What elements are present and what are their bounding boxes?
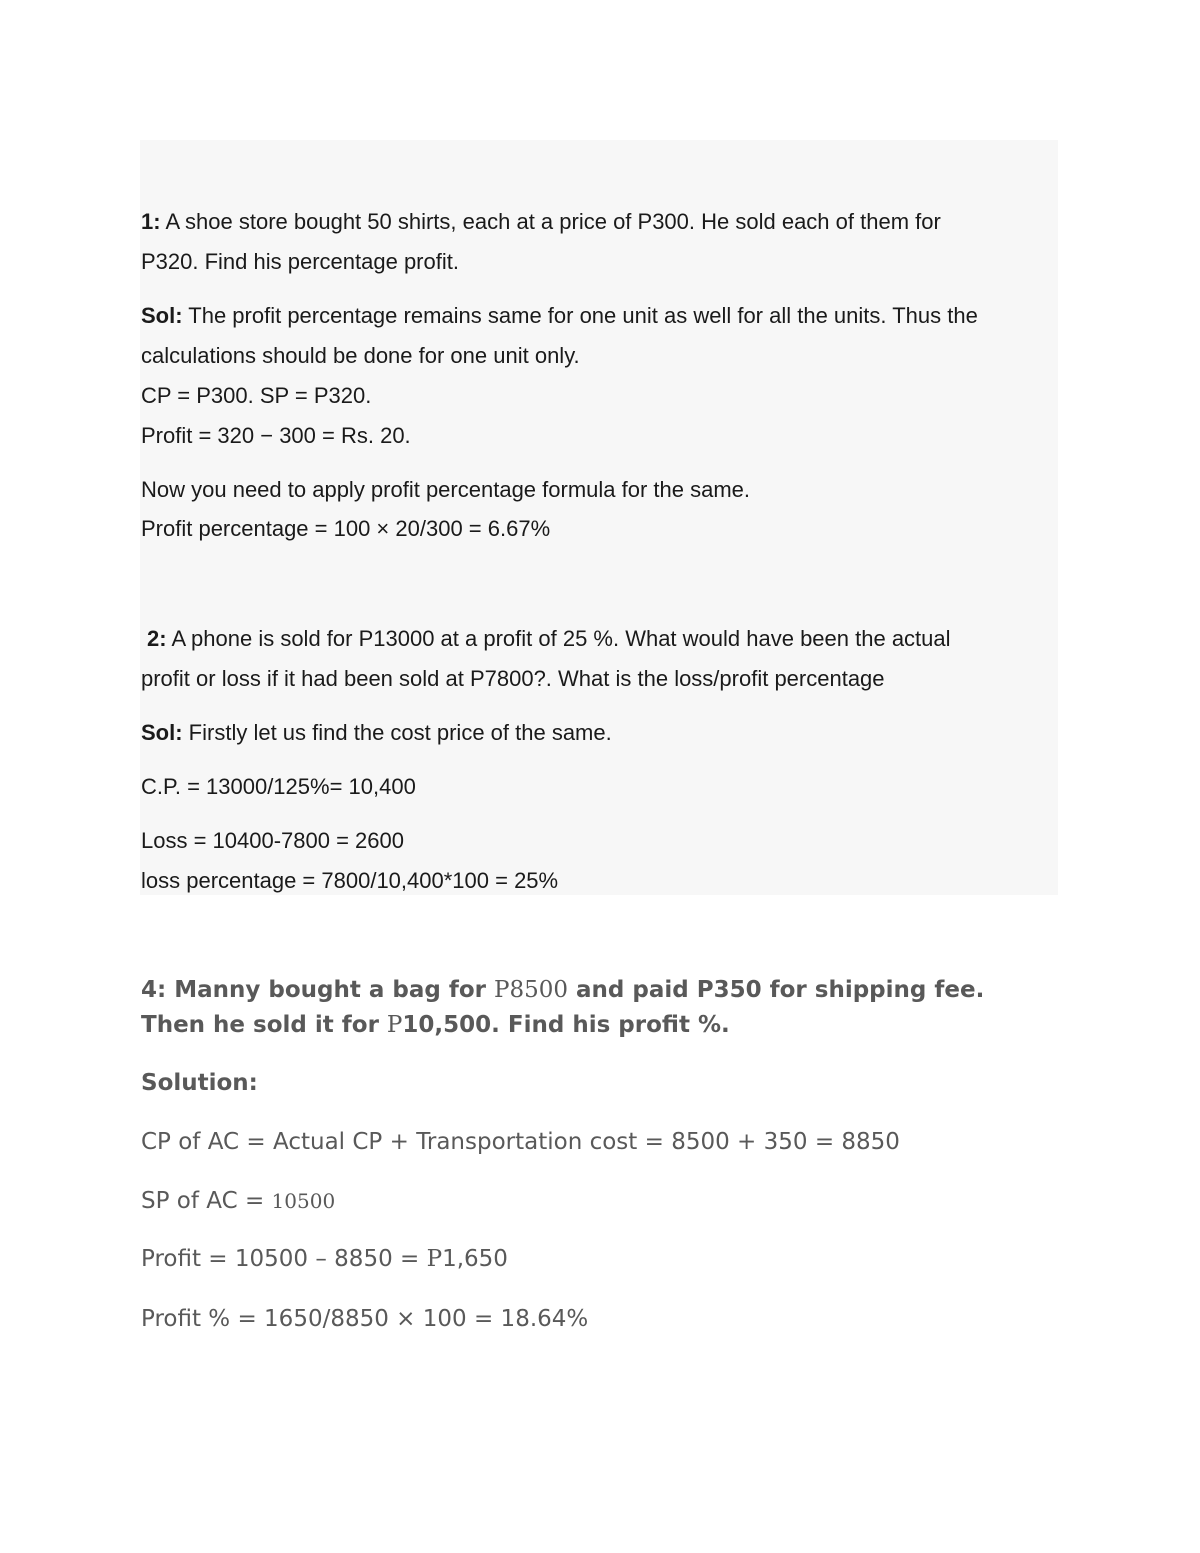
problem4-sp-line: SP of AC = 10500 bbox=[141, 1188, 336, 1214]
problem2-loss-percentage: loss percentage = 7800/10,400*100 = 25% bbox=[141, 868, 559, 893]
problem2-sol-label: Sol: bbox=[141, 720, 183, 745]
problem4-profit-percentage: Profit % = 1650/8850 × 100 = 18.64% bbox=[141, 1306, 589, 1332]
problem2-number: 2: bbox=[147, 626, 167, 651]
problem1-number: 1: bbox=[141, 209, 161, 234]
problem2-question-line1: 2: A phone is sold for P13000 at a profit of 25 %. What would have been the actual bbox=[147, 626, 951, 651]
problem2-sol-line1: Sol: Firstly let us find the cost price of the same. bbox=[141, 720, 612, 745]
problem2-question-line2: profit or loss if it had been sold at P7800?. What is the loss/profit percentage bbox=[141, 666, 885, 691]
problem4-cp-line: CP of AC = Actual CP + Transportation cost = 8500 + 350 = 8850 bbox=[141, 1129, 900, 1155]
problem4-profit-line: Profit = 10500 – 8850 = P1,650 bbox=[141, 1246, 508, 1272]
problem4-question-line1: 4: Manny bought a bag for P8500 and paid P350 for shipping fee. bbox=[141, 977, 985, 1003]
problem4-question-line2: Then he sold it for P10,500. Find his profit %. bbox=[141, 1012, 730, 1038]
problem1-question-line2: P320. Find his percentage profit. bbox=[141, 249, 459, 274]
problem4-solution-label: Solution: bbox=[141, 1070, 258, 1096]
problem1-sol-line1: Sol: The profit percentage remains same for one unit as well for all the units. Thus the bbox=[141, 303, 978, 328]
problem1-profit-percentage: Profit percentage = 100 × 20/300 = 6.67% bbox=[141, 516, 551, 541]
problem1-cp-sp: CP = P300. SP = P320. bbox=[141, 383, 372, 408]
problem1-question-line1: 1: A shoe store bought 50 shirts, each at a price of P300. He sold each of them for bbox=[141, 209, 941, 234]
problem1-profit: Profit = 320 − 300 = Rs. 20. bbox=[141, 423, 411, 448]
problem1-now-line: Now you need to apply profit percentage formula for the same. bbox=[141, 477, 751, 502]
problem1-sol-label: Sol: bbox=[141, 303, 183, 328]
problem2-loss: Loss = 10400-7800 = 2600 bbox=[141, 828, 405, 853]
problem2-cost-price: C.P. = 13000/125%= 10,400 bbox=[141, 774, 416, 799]
problem1-sol-line2: calculations should be done for one unit only. bbox=[141, 343, 580, 368]
